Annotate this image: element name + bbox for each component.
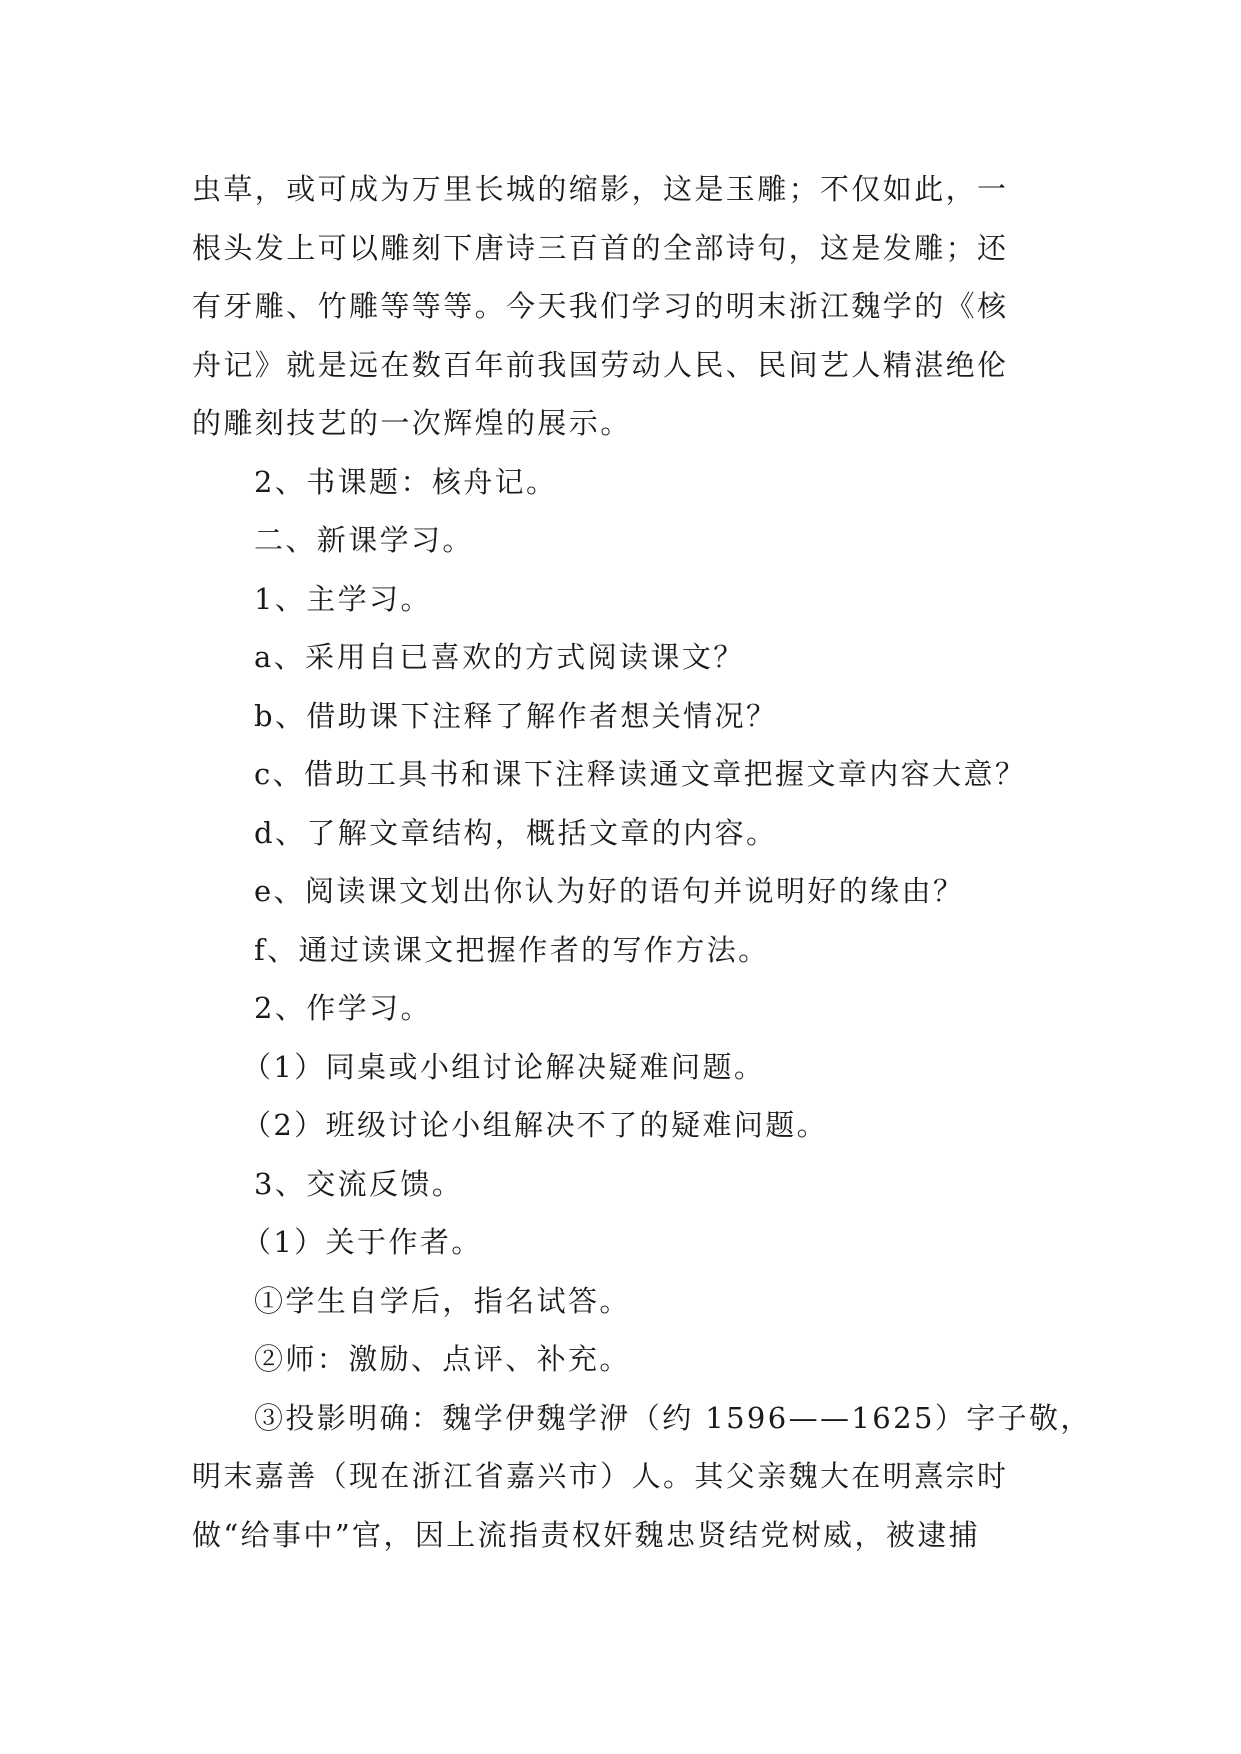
step-item: ②师：激励、点评、补充。	[254, 1342, 631, 1376]
paragraph-line: 做“给事中”官，因上流指责权奸魏忠贤结党树威，被逮捕	[192, 1517, 981, 1552]
section-item: 2、书课题：核舟记。	[254, 464, 558, 499]
paragraph-line: 虫草，或可成为万里长城的缩影，这是玉雕；不仅如此，一	[192, 172, 1009, 206]
task-item: f、通过读课文把握作者的写作方法。	[254, 932, 770, 967]
paragraph-line: 舟记》就是远在数百年前我国劳动人民、民间艺人精湛绝伦	[192, 347, 1009, 382]
section-item: 3、交流反馈。	[254, 1166, 464, 1201]
step-item: ③投影明确：魏学伊魏学洢（约 1596——1625）字子敬，	[254, 1400, 1092, 1435]
section-item: 2、作学习。	[254, 991, 432, 1025]
sub-item: （2）班级讨论小组解决不了的疑难问题。	[242, 1108, 829, 1142]
sub-item: （1）同桌或小组讨论解决疑难问题。	[242, 1049, 766, 1084]
paragraph-line: 的雕刻技艺的一次辉煌的展示。	[192, 406, 632, 440]
document-body	[192, 160, 1092, 1564]
task-item: b、借助课下注释了解作者想关情况？	[254, 698, 778, 733]
task-item: c、借助工具书和课下注释读通文章把握文章内容大意？	[254, 757, 1027, 791]
sub-item: （1）关于作者。	[242, 1225, 483, 1259]
task-item: a、采用自已喜欢的方式阅读课文？	[254, 640, 745, 674]
task-item: e、阅读课文划出你认为好的语句并说明好的缘由？	[254, 874, 965, 908]
paragraph-line: 明末嘉善（现在浙江省嘉兴市）人。其父亲魏大在明熹宗时	[192, 1459, 1009, 1493]
section-item: 1、主学习。	[254, 581, 432, 616]
paragraph-line: 有牙雕、竹雕等等等。今天我们学习的明末浙江魏学的《核	[192, 289, 1009, 323]
task-item: d、了解文章结构，概括文章的内容。	[254, 815, 778, 850]
section-heading: 二、新课学习。	[254, 523, 474, 557]
paragraph-line: 根头发上可以雕刻下唐诗三百首的全部诗句，这是发雕；还	[192, 230, 1009, 265]
step-item: ①学生自学后，指名试答。	[254, 1283, 631, 1318]
